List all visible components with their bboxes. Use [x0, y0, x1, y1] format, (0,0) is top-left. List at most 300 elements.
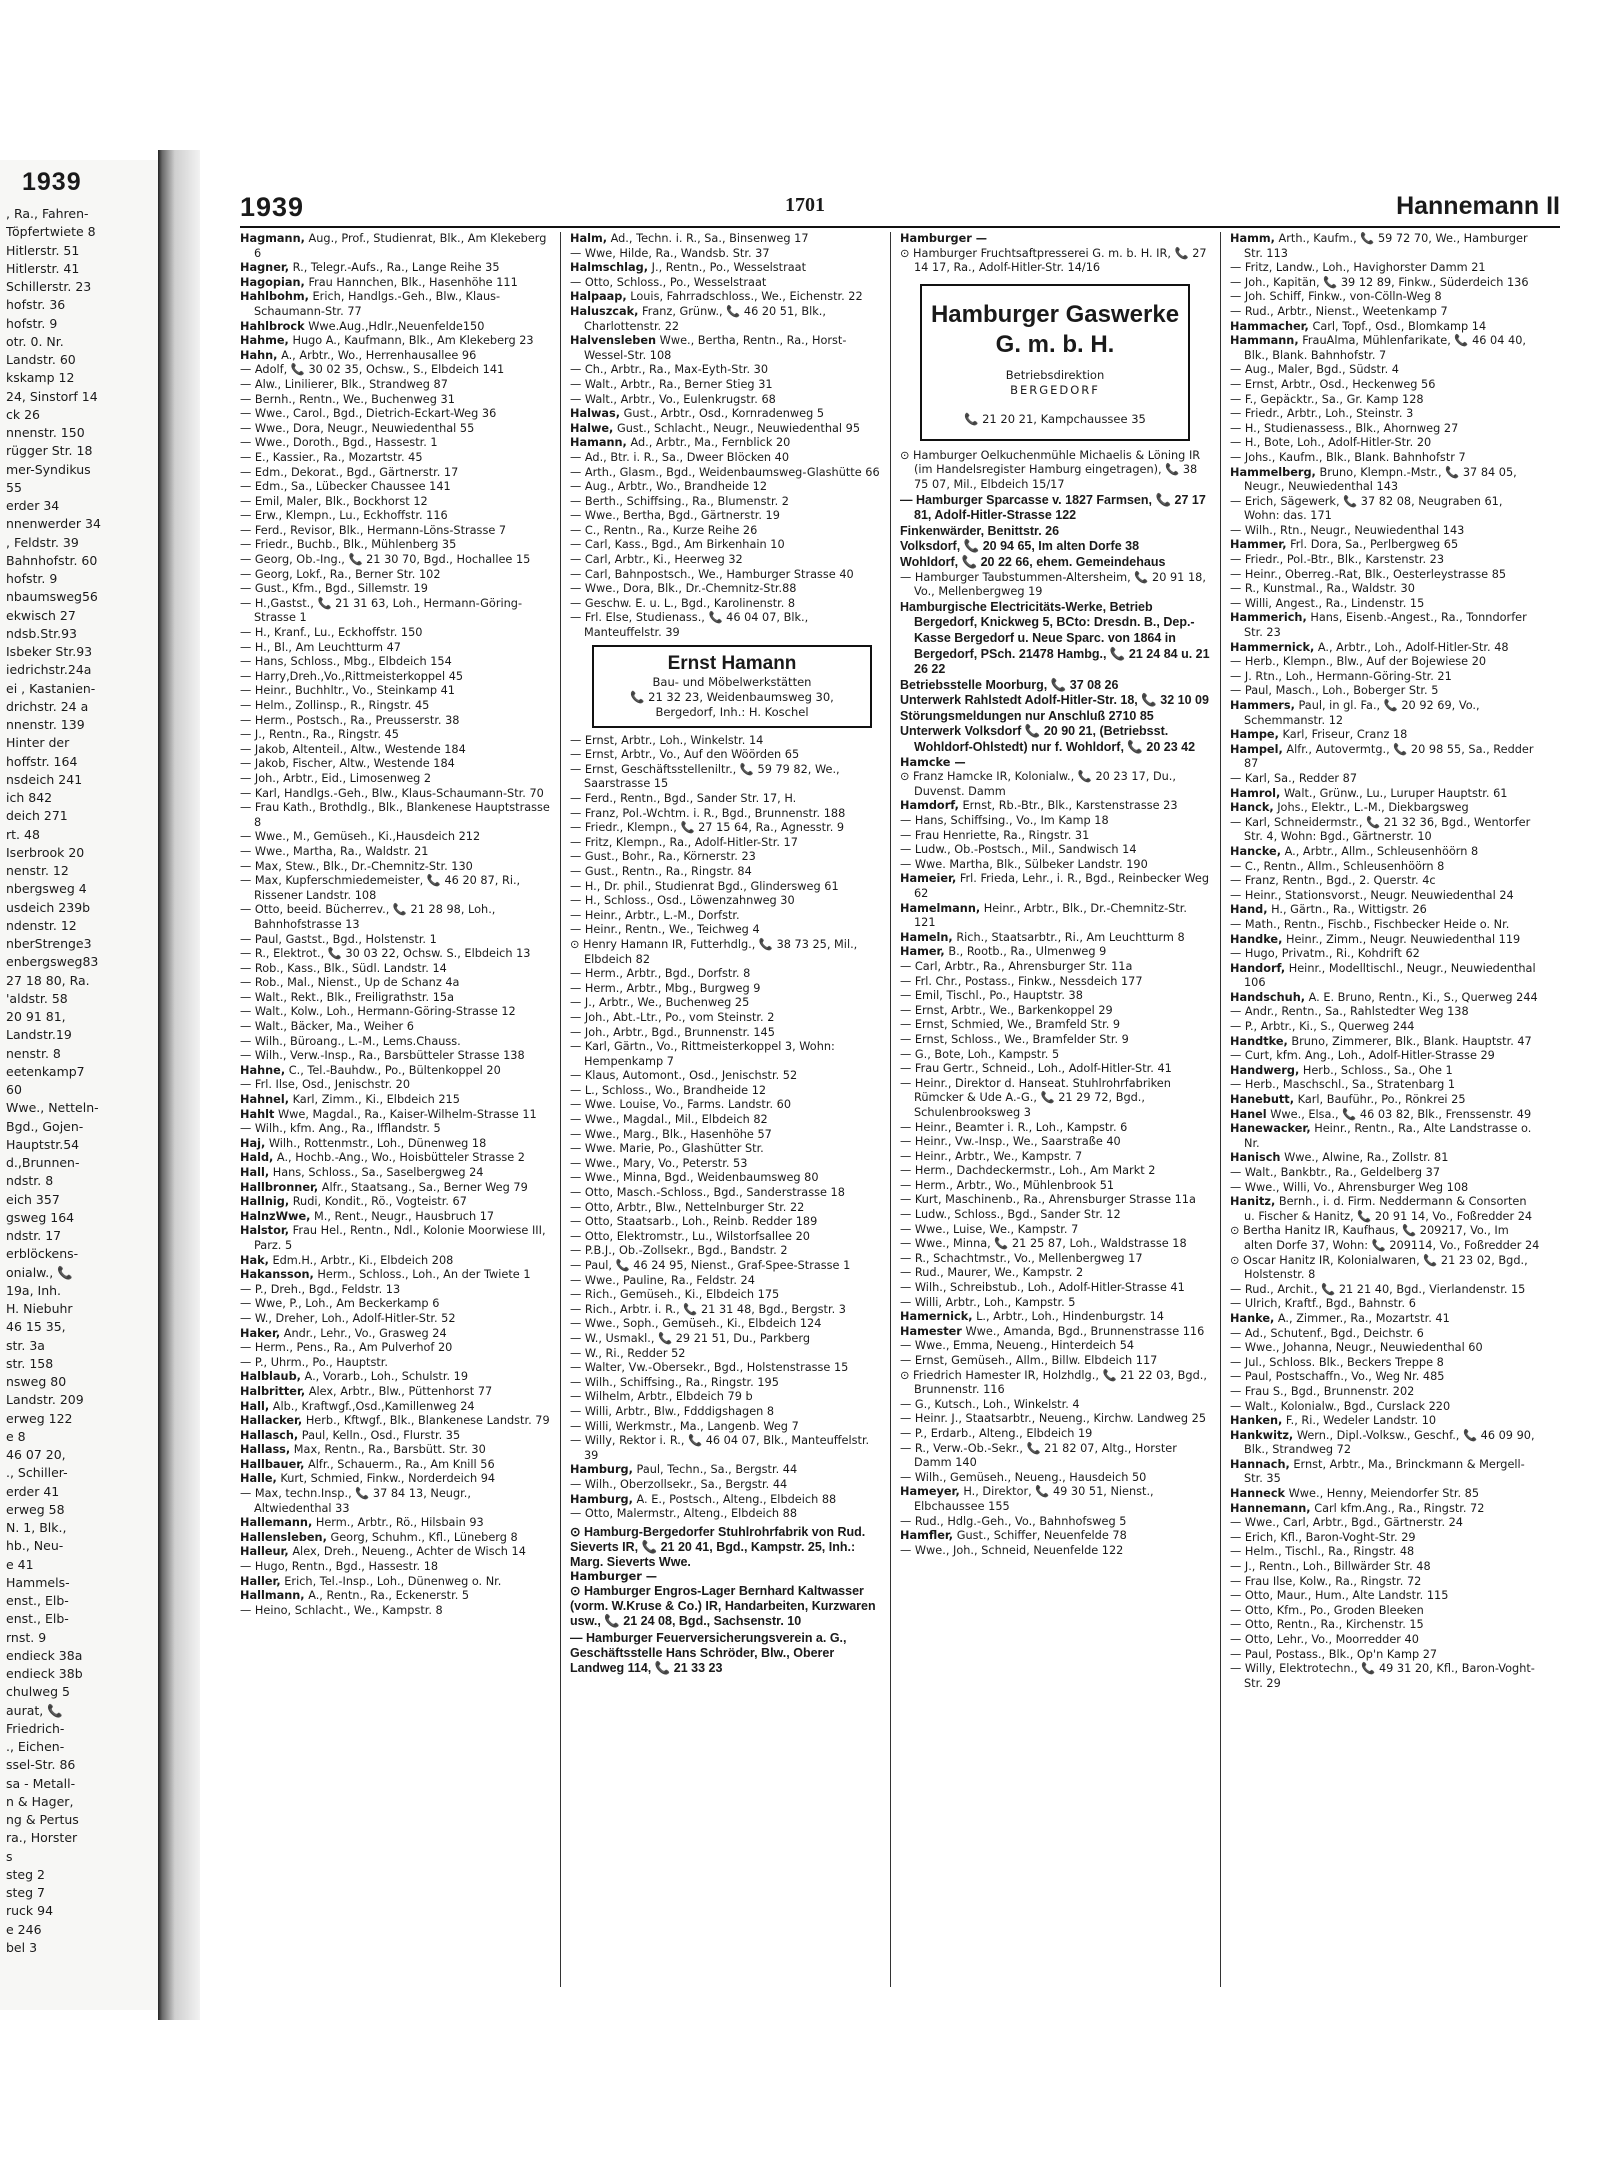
- entry-surname: Hagopian,: [240, 275, 305, 289]
- entry-details: — Helm., Zollinsp., R., Ringstr. 45: [240, 699, 430, 712]
- directory-entry: [570, 334, 880, 363]
- directory-entry: [900, 709, 1210, 725]
- entry-details: — Otto, Lehr., Vo., Moorredder 40: [1230, 1633, 1419, 1646]
- directory-entry: [240, 1414, 550, 1429]
- previous-page-line: Friedrich-: [6, 1720, 65, 1736]
- entry-details: Ernst, Rb.-Btr., Blk., Karstenstrasse 23: [962, 799, 1178, 813]
- entry-details: Wwe., Elsa., 📞 46 03 82, Blk., Frenssenstr. 49: [1270, 1107, 1532, 1121]
- column-3: [900, 232, 1210, 1992]
- entry-details: — Math., Rentn., Fischb., Fischbecker Heide o. Nr.: [1230, 917, 1510, 931]
- entry-surname: Hahn,: [240, 348, 278, 362]
- entry-details: Johs., Elektr., L.-M., Diekbargsweg: [1277, 801, 1469, 815]
- entry-details: Rudi, Kondit., Rö., Vogteistr. 67: [292, 1195, 467, 1209]
- entry-surname: Halvensleben: [570, 334, 657, 348]
- directory-entry: [900, 1310, 1210, 1325]
- directory-entry: [570, 1361, 880, 1376]
- entry-surname: Handtke,: [1230, 1034, 1288, 1048]
- hamburger-label-text: Hamburger —: [570, 1569, 658, 1583]
- directory-entry: [240, 1370, 550, 1385]
- previous-page-line: ekwisch 27: [6, 607, 76, 623]
- entry-details: Karl, Bauführ., Po., Rönkrei 25: [1297, 1093, 1466, 1107]
- previous-page-line: erder 34: [6, 498, 60, 513]
- previous-page-line: ng & Pertus: [6, 1812, 79, 1827]
- entry-details: — G., Bote, Loh., Kampstr. 5: [900, 1047, 1060, 1061]
- entry-details: — J., Rentn., Loh., Billwärder Str. 48: [1230, 1560, 1431, 1574]
- entry-details: — Rob., Mal., Nienst., Up de Schanz 4a: [240, 976, 460, 990]
- directory-entry: [1230, 918, 1540, 933]
- entry-details: — Emil, Maler, Blk., Bockhorst 12: [240, 494, 428, 508]
- directory-entry: [1230, 290, 1540, 305]
- directory-entry: [900, 989, 1210, 1004]
- entry-surname: Hamer,: [900, 945, 945, 959]
- entry-surname: Hamburg,: [570, 1463, 633, 1477]
- entry-details: — Edm., Sa., Lübecker Chaussee 141: [240, 480, 451, 494]
- entry-details: — Friedr., Buchb., Blk., Mühlenberg 35: [240, 538, 457, 552]
- entry-details: Andr., Lehr., Vo., Grasweg 24: [283, 1326, 447, 1340]
- directory-entry: [1230, 1108, 1540, 1123]
- directory-entry: [1230, 1049, 1540, 1064]
- directory-entry: [900, 449, 1210, 493]
- entry-details: — Wwe., Pauline, Ra., Feldstr. 24: [570, 1273, 755, 1287]
- directory-entry: [570, 1390, 880, 1405]
- entry-surname: Hammerich,: [1230, 611, 1307, 625]
- directory-entry: [240, 962, 550, 977]
- entry-surname: Hall,: [240, 1166, 270, 1179]
- entry-details: — Rud., Hdlg.-Geh., Vo., Bahnhofsweg 5: [900, 1514, 1127, 1528]
- entry-details: — J. Rtn., Loh., Hermann-Göring-Str. 21: [1230, 669, 1452, 683]
- entry-details: — Jakob, Fischer, Altw., Westende 184: [240, 757, 455, 771]
- directory-entry: [240, 290, 550, 319]
- entry-details: — Wwe., Emma, Neueng., Hinterdeich 54: [900, 1339, 1135, 1353]
- entry-surname: Hannemann,: [1230, 1501, 1311, 1515]
- directory-entry: [570, 495, 880, 510]
- entry-surname: Hamernick,: [900, 1310, 973, 1324]
- entry-details: — Georg, Ob.-Ing., 📞 21 30 70, Bgd., Hochallee 15: [240, 553, 531, 567]
- column-2-entries-top: [570, 232, 880, 641]
- entry-details: A., Arbtr., Loh., Adolf-Hitler-Str. 48: [1317, 640, 1509, 654]
- directory-entry: [900, 1018, 1210, 1033]
- entry-details: — Joh., Kapitän, 📞 39 12 89, Finkw., Süderdeich 136: [1230, 275, 1529, 289]
- previous-page-line: chulweg 5: [6, 1684, 70, 1700]
- previous-page-line: hofstr. 9: [6, 315, 58, 331]
- entry-surname: Hallbronner,: [240, 1180, 319, 1194]
- directory-columns: [240, 232, 1560, 2002]
- directory-entry: [900, 1048, 1210, 1063]
- previous-page-line: endieck 38b: [6, 1666, 83, 1681]
- entry-details: — Gust., Rentn., Ra., Ringstr. 84: [570, 864, 752, 878]
- entry-details: Walt., Grünw., Lu., Luruper Hauptstr. 61: [1283, 786, 1508, 800]
- directory-entry: [570, 1026, 880, 1041]
- directory-entry: [240, 451, 550, 466]
- entry-details: B., Rootb., Ra., Ulmenweg 9: [948, 945, 1107, 959]
- directory-entry: [240, 1122, 550, 1137]
- directory-entry: [1230, 699, 1540, 728]
- running-title: Hannemann II: [1396, 192, 1560, 220]
- directory-entry: [570, 597, 880, 612]
- column-rule: [560, 232, 561, 1987]
- directory-entry: [1230, 787, 1540, 802]
- entry-details: — Arth., Glasm., Bgd., Weidenbaumsweg-Glashütte 66: [570, 465, 880, 479]
- entry-details: — Herm., Postsch., Ra., Preusserstr. 38: [240, 713, 460, 727]
- entry-surname: Hahme,: [240, 334, 289, 348]
- entry-details: — Jul., Schloss. Blk., Beckers Treppe 8: [1230, 1355, 1444, 1369]
- entry-details: Erich, Handlgs.-Geh., Blw., Klaus-Schaumann-Str. 77: [254, 290, 501, 318]
- directory-entry: [1230, 1589, 1540, 1604]
- entry-details: — Paul, Masch., Loh., Boberger Str. 5: [1230, 684, 1439, 698]
- previous-page-line: e 246: [6, 1921, 42, 1937]
- hamburger-label: [570, 1570, 880, 1585]
- entry-details: — Otto, Rentn., Ra., Kirchenstr. 15: [1230, 1618, 1424, 1632]
- entry-details: — Max, techn.Insp., 📞 37 84 13, Neugr., Altwiedenthal 33: [240, 1487, 471, 1515]
- entry-details: Wwe., Bertha, Rentn., Ra., Horst-Wessel-Str. 108: [584, 334, 847, 362]
- directory-entry: [570, 996, 880, 1011]
- entry-details: — Walt., Bankbtr., Ra., Geldelberg 37: [1230, 1166, 1441, 1179]
- directory-entry: [1230, 1385, 1540, 1400]
- directory-entry: [240, 1356, 550, 1371]
- entry-surname: Hammer,: [1230, 538, 1287, 552]
- entry-details: — Walt., Kolonialw., Bgd., Curslack 220: [1230, 1399, 1451, 1413]
- previous-page-line: erder 41: [6, 1483, 60, 1499]
- directory-entry: [240, 772, 550, 787]
- directory-entry: [900, 1515, 1210, 1530]
- directory-entry: [570, 363, 880, 378]
- entry-details: — Willi, Werkmstr., Ma., Langenb. Weg 7: [570, 1419, 799, 1433]
- directory-entry: [900, 232, 1210, 247]
- entry-details: — Ad., Btr. i. R., Sa., Dweer Blöcken 40: [570, 450, 790, 464]
- directory-entry: [240, 903, 550, 932]
- directory-entry: [1230, 1093, 1540, 1108]
- advertisement-gaswerke: [920, 284, 1190, 441]
- entry-details: — Walt., Bäcker, Ma., Weiher 6: [240, 1020, 414, 1034]
- entry-surname: Hamrol,: [1230, 786, 1281, 800]
- entry-details: — Heinr., Rentn., We., Teichweg 4: [570, 923, 760, 937]
- entry-details: — Fritz, Klempn., Ra., Adolf-Hitler-Str. 17: [570, 835, 798, 849]
- entry-details: Gust., Schiffer, Neuenfelde 78: [956, 1529, 1127, 1543]
- book-gutter: [158, 150, 200, 2020]
- directory-entry: [240, 1283, 550, 1298]
- previous-page-line: steg 2: [6, 1866, 45, 1882]
- directory-entry: [1230, 407, 1540, 422]
- directory-entry: [570, 1420, 880, 1435]
- entry-surname: Haj,: [240, 1136, 266, 1150]
- entry-surname: Hampel,: [1230, 742, 1283, 756]
- entry-details: — Wwe., Willi, Vo., Ahrensburger Weg 108: [1230, 1180, 1469, 1194]
- entry-details: — Ferd., Rentn., Bgd., Sander Str. 17, H.: [570, 792, 797, 805]
- directory-entry: [570, 1142, 880, 1157]
- directory-entry: [570, 247, 880, 262]
- entry-details: — Wwe., Luise, We., Kampstr. 7: [900, 1222, 1079, 1236]
- entry-surname: Hahne,: [240, 1063, 286, 1077]
- previous-page-line: Hitlerstr. 51: [6, 242, 80, 258]
- directory-entry: [900, 555, 1210, 571]
- entry-surname: Hamfler,: [900, 1529, 954, 1543]
- column-rule: [890, 232, 891, 1987]
- directory-entry: [900, 799, 1210, 814]
- entry-details: Bruno, Klempn.-Mstr., 📞 37 84 05, Neugr., Neuwiedenthal 143: [1244, 465, 1517, 494]
- directory-entry: [570, 553, 880, 568]
- directory-entry: [900, 1325, 1210, 1340]
- entry-surname: Hak,: [240, 1253, 269, 1267]
- entry-surname: Hameier,: [900, 872, 957, 886]
- directory-entry: [1230, 320, 1540, 335]
- entry-details: Gust., Schlacht., Neugr., Neuwiedenthal 95: [616, 421, 861, 435]
- directory-entry: [900, 1150, 1210, 1165]
- entry-details: — Wwe., Martha, Ra., Waldstr. 21: [240, 844, 429, 858]
- directory-entry: [240, 976, 550, 991]
- entry-details: Herm., Arbtr., Rö., Hilsbain 93: [315, 1516, 484, 1530]
- directory-entry: [1230, 232, 1540, 261]
- directory-entry: [900, 1442, 1210, 1471]
- directory-entry: [900, 1398, 1210, 1413]
- entry-details: Hamburgische Electricitäts-Werke, Betrieb Bergedorf, Knickweg 5, BCto: Dresdn. B., Dep.-Kasse Bergedorf u. Neue Sparc. von 1864 in Bergedorf, PSch. 21478 Hambg., 📞 21 24 84 u. 21 26 22: [900, 599, 1210, 677]
- entry-details: — Rud., Archit., 📞 21 21 40, Bgd., Vierlandenstr. 15: [1230, 1282, 1526, 1296]
- directory-entry: [570, 509, 880, 524]
- directory-entry: [1230, 1370, 1540, 1385]
- directory-entry: [240, 1137, 550, 1152]
- entry-details: — W., Dreher, Loh., Adolf-Hitler-Str. 52: [240, 1311, 456, 1325]
- entry-details: — P., Uhrm., Po., Hauptstr.: [240, 1355, 388, 1369]
- entry-details: — Otto, Malermstr., Alteng., Elbdeich 88: [570, 1507, 798, 1521]
- directory-entry: [240, 1458, 550, 1473]
- entry-details: H., Direktor, 📞 49 30 51, Nienst., Elbchaussee 155: [914, 1485, 1154, 1513]
- entry-details: Wwe, Magdal., Ra., Kaiser-Wilhelm-Strasse 11: [278, 1107, 537, 1121]
- directory-entry: [240, 422, 550, 437]
- previous-page-line: hofstr. 36: [6, 297, 66, 313]
- entry-details: — Walt., Arbtr., Ra., Berner Stieg 31: [570, 377, 773, 391]
- entry-details: — Wwe. Martha, Blk., Sülbeker Landstr. 190: [900, 857, 1148, 871]
- directory-entry: [240, 1020, 550, 1035]
- directory-entry: [900, 1121, 1210, 1136]
- entry-details: — Wwe., Mary, Vo., Peterstr. 53: [570, 1156, 748, 1170]
- entry-details: — Joh., Abt.-Ltr., Po., vom Steinstr. 2: [570, 1010, 775, 1024]
- entry-details: Alex, Dreh., Neueng., Achter de Wisch 14: [292, 1545, 526, 1559]
- entry-details: Heinr., Arbtr., Blk., Dr.-Chemnitz-Str. 121: [914, 901, 1187, 930]
- directory-entry: [1230, 889, 1540, 904]
- directory-entry: [240, 232, 550, 261]
- entry-details: Ad., Arbtr., Ma., Fernblick 20: [630, 436, 791, 450]
- entry-details: — Hugo, Rentn., Bgd., Hassestr. 18: [240, 1560, 439, 1574]
- entry-details: — H.,Gastst., 📞 21 31 63, Loh., Hermann-Göring-Strasse 1: [240, 596, 523, 625]
- entry-details: Max, Rentn., Ra., Barsbütt. Str. 30: [293, 1443, 486, 1457]
- directory-entry: [1230, 743, 1540, 772]
- header-year: 1939: [240, 192, 305, 222]
- directory-entry: [240, 670, 550, 685]
- directory-entry: [1230, 962, 1540, 991]
- directory-entry: [570, 1113, 880, 1128]
- directory-entry: [1230, 276, 1540, 291]
- previous-page-line: Hinter der: [6, 735, 70, 751]
- previous-page-line: bel 3: [6, 1939, 38, 1955]
- entry-details: — Hans, Schiffsing., Vo., Im Kamp 18: [900, 814, 1109, 828]
- entry-details: — Hamburger Taubstummen-Altersheim, 📞 20 91 18, Vo., Mellenbergweg 19: [900, 570, 1206, 599]
- entry-details: — C., Rentn., Allm., Schleusenhöörn 8: [1230, 859, 1445, 873]
- entry-details: — Adolf, 📞 30 02 35, Ochsw., S., Elbdeich 141: [240, 363, 505, 377]
- directory-entry: [570, 261, 880, 276]
- ad-hamann-line2: 📞 21 32 23, Weidenbaumsweg 30,: [630, 689, 834, 704]
- entry-details: — Wwe. Louise, Vo., Farms. Landstr. 60: [570, 1098, 792, 1112]
- previous-page-line: ndstr. 17: [6, 1228, 62, 1243]
- previous-page-line: ndstr. 8: [6, 1173, 54, 1189]
- directory-entry: [1230, 1662, 1540, 1691]
- entry-surname: Hamdorf,: [900, 799, 959, 813]
- entry-surname: Halstor,: [240, 1224, 290, 1238]
- entry-details: — Herm., Arbtr., Mbg., Burgweg 9: [570, 981, 761, 995]
- entry-details: — Karl, Schneidermstr., 📞 21 32 36, Bgd., Wentorfer Str. 4, Wohn: Bgd., Gärtnerstr. 10: [1230, 815, 1531, 844]
- column-1: [240, 232, 550, 1992]
- directory-page: [205, 150, 1575, 2020]
- entry-surname: Haluszcak,: [570, 304, 639, 318]
- entry-details: H., Gärtn., Ra., Wittigstr. 26: [1271, 903, 1427, 917]
- entry-details: Paul, Kelln., Osd., Flurstr. 35: [301, 1428, 461, 1442]
- entry-details: — E., Kassier., Ra., Mozartstr. 45: [240, 450, 423, 464]
- directory-entry: [1230, 1414, 1540, 1429]
- directory-entry: [570, 305, 880, 334]
- entry-details: — W., Ri., Redder 52: [570, 1346, 686, 1360]
- entry-details: — Wilh., Verw.-Insp., Ra., Barsbütteler Strasse 138: [240, 1049, 525, 1063]
- previous-page-line: Schillerstr. 23: [6, 279, 92, 294]
- directory-entry: [570, 436, 880, 451]
- entry-details: Unterwerk Rahlstedt Adolf-Hitler-Str. 18, 📞 32 10 09: [900, 693, 1209, 708]
- entry-details: — Wilh., Gemüseh., Neueng., Hausdeich 50: [900, 1470, 1147, 1484]
- directory-entry: [240, 1064, 550, 1079]
- directory-entry: [240, 1312, 550, 1327]
- directory-entry: [240, 582, 550, 597]
- entry-details: Frl. Frieda, Lehr., i. R., Bgd., Reinbecker Weg 62: [914, 872, 1210, 900]
- entry-details: — Johs., Kaufm., Blk., Blank. Bahnhofstr 7: [1230, 450, 1466, 464]
- entry-details: — Willi, Arbtr., Loh., Kampstr. 5: [900, 1295, 1076, 1309]
- entry-details: Frau Hel., Rentn., Ndl., Kolonie Moorwiese III, Parz. 5: [254, 1224, 546, 1252]
- advertisement-kaltwasser: [570, 1584, 880, 1629]
- previous-page-line: iedrichstr.24a: [6, 662, 92, 678]
- directory-entry: [240, 495, 550, 510]
- entry-surname: Halm,: [570, 232, 608, 245]
- directory-entry: [240, 1575, 550, 1590]
- entry-details: — Wilh., Schiffsing., Ra., Ringstr. 195: [570, 1375, 779, 1389]
- entry-details: — Heinr., Arbtr., L.-M., Dorfstr.: [570, 908, 740, 922]
- entry-details: — Gust., Kfm., Bgd., Sillemstr. 19: [240, 582, 428, 596]
- previous-page-line: 27 18 80, Ra.: [6, 972, 90, 988]
- entry-details: — Bernh., Rentn., We., Buchenweg 31: [240, 392, 455, 406]
- directory-entry: [570, 1332, 880, 1347]
- entry-details: — Joh. Schiff, Finkw., von-Cölln-Weg 8: [1230, 290, 1442, 304]
- entry-details: — P.B.J., Ob.-Zollsekr., Bgd., Bandstr. 2: [570, 1244, 788, 1258]
- entry-details: Carl kfm.Ang., Ra., Ringstr. 72: [1314, 1501, 1485, 1515]
- entry-surname: Hand,: [1230, 903, 1268, 917]
- entry-details: — Wwe., Joh., Schneid, Neuenfelde 122: [900, 1543, 1124, 1557]
- directory-entry: [900, 693, 1210, 709]
- directory-entry: [240, 830, 550, 845]
- entry-details: Carl, Topf., Osd., Blomkamp 14: [1312, 319, 1487, 333]
- entry-surname: Hahlbrock: [240, 319, 305, 333]
- directory-entry: [900, 1529, 1210, 1544]
- directory-entry: [570, 611, 880, 640]
- entry-details: — J., Arbtr., We., Buchenweg 25: [570, 996, 750, 1010]
- entry-details: — Ernst, Schmied, We., Bramfeld Str. 9: [900, 1018, 1121, 1032]
- entry-details: Wern., Dipl.-Volksw., Geschf., 📞 46 09 90, Blk., Strandweg 72: [1244, 1428, 1535, 1457]
- entry-details: Georg, Schuhm., Kfl., Lüneberg 8: [330, 1530, 518, 1544]
- directory-entry: [1230, 1297, 1540, 1312]
- previous-page-line: nnenstr. 150: [6, 425, 85, 440]
- column-3-entries-top: [900, 232, 1210, 276]
- entry-details: Alex, Arbtr., Blw., Püttenhorst 77: [308, 1384, 493, 1398]
- entry-details: ⊙ Oscar Hanitz IR, Kolonialwaren, 📞 21 23 02, Bgd., Holstenstr. 8: [1230, 1253, 1528, 1282]
- entry-details: — J., Rentn., Ra., Ringstr. 45: [240, 728, 399, 742]
- entry-details: — Wwe., Soph., Gemüseh., Ki., Elbdeich 124: [570, 1317, 822, 1331]
- entry-details: Herb., Schloss., Sa., Ohe 1: [1302, 1063, 1453, 1077]
- directory-entry: [240, 480, 550, 495]
- directory-entry: [240, 1151, 550, 1166]
- directory-entry: [1230, 524, 1540, 539]
- entry-details: Franz, Grünw., 📞 46 20 51, Blk., Charlottenstr. 22: [584, 304, 826, 333]
- previous-page-line: erweg 122: [6, 1410, 73, 1426]
- entry-details: — Wilh., Rtn., Neugr., Neuwiedenthal 143: [1230, 523, 1465, 537]
- directory-entry: [240, 1035, 550, 1050]
- previous-page-line: eich 357: [6, 1191, 60, 1207]
- directory-entry: [1230, 1035, 1540, 1050]
- entry-surname: Hamburg,: [570, 1492, 633, 1506]
- ad-hamann-name: Ernst Hamann: [667, 652, 797, 674]
- directory-entry: [240, 1195, 550, 1210]
- directory-entry: [240, 933, 550, 948]
- directory-entry: [1230, 1283, 1540, 1298]
- previous-page-line: mer-Syndikus: [6, 461, 91, 477]
- directory-entry: [570, 524, 880, 539]
- directory-entry: [570, 850, 880, 865]
- entry-surname: Haker,: [240, 1326, 281, 1340]
- entry-surname: Hankwitz,: [1230, 1428, 1294, 1442]
- directory-entry: [900, 1354, 1210, 1369]
- entry-details: Bruno, Zimmerer, Blk., Blank. Hauptstr. 47: [1291, 1034, 1532, 1048]
- directory-entry: [900, 1193, 1210, 1208]
- entry-surname: Hakansson,: [240, 1268, 314, 1282]
- entry-surname: Halmschlag,: [570, 261, 649, 275]
- directory-entry: [570, 290, 880, 305]
- previous-page-line: nnenstr. 139: [6, 717, 85, 732]
- directory-entry: [240, 1210, 550, 1225]
- directory-entry: [900, 1427, 1210, 1442]
- previous-page-line: rt. 48: [6, 826, 40, 842]
- directory-entry: [1230, 655, 1540, 670]
- entry-surname: Hameyer,: [900, 1485, 960, 1499]
- directory-entry: [240, 1487, 550, 1516]
- entry-details: Paul, in gl. Fa., 📞 20 92 69, Vo., Schemmanstr. 12: [1244, 699, 1480, 727]
- directory-entry: [570, 276, 880, 291]
- entry-details: — Aug., Arbtr., Wo., Brandheide 12: [570, 480, 768, 494]
- directory-entry: [1230, 1545, 1540, 1560]
- directory-entry: [1230, 1618, 1540, 1633]
- entry-details: — Andr., Rentn., Sa., Rahlstedter Weg 138: [1230, 1005, 1469, 1019]
- previous-page-line: deich 271: [6, 808, 68, 824]
- directory-entry: [570, 1098, 880, 1113]
- entry-details: Erich, Tel.-Insp., Loh., Dünenweg o. Nr.: [284, 1574, 502, 1588]
- entry-details: — F., Gepäcktr., Sa., Gr. Kamp 128: [1230, 392, 1424, 406]
- entry-details: ⊙ Hamburger Oelkuchenmühle Michaelis & Löning IR (im Handelsregister Hamburg eingetragen), 📞 38 75 07, Mil., Elbdeich 15/17: [900, 448, 1201, 491]
- directory-entry: [1230, 903, 1540, 918]
- entry-details: Kurt, Schmied, Finkw., Norderdeich 94: [280, 1472, 496, 1486]
- directory-entry: [1230, 1575, 1540, 1590]
- directory-entry: [570, 923, 880, 938]
- entry-details: — R., Elektrot., 📞 30 03 22, Ochsw. S., Elbdeich 13: [240, 947, 531, 961]
- entry-details: Alfr., Autovermtg., 📞 20 98 55, Sa., Redder 87: [1244, 742, 1534, 771]
- directory-entry: [570, 1040, 880, 1069]
- directory-entry: [900, 843, 1210, 858]
- previous-page-line: str. 158: [6, 1355, 54, 1371]
- entry-surname: Hancke,: [1230, 844, 1281, 858]
- previous-page-line: erweg 58: [6, 1501, 65, 1517]
- entry-details: — Carl, Kass., Bgd., Am Birkenhain 10: [570, 538, 785, 552]
- entry-details: — Ferd., Revisor, Blk., Hermann-Löns-Strasse 7: [240, 523, 507, 537]
- entry-details: Unterwerk Volksdorf 📞 20 90 21, (Betriebsst. Wohldorf-Ohlstedt) nur f. Wohldorf, 📞 20 23 42: [900, 724, 1196, 755]
